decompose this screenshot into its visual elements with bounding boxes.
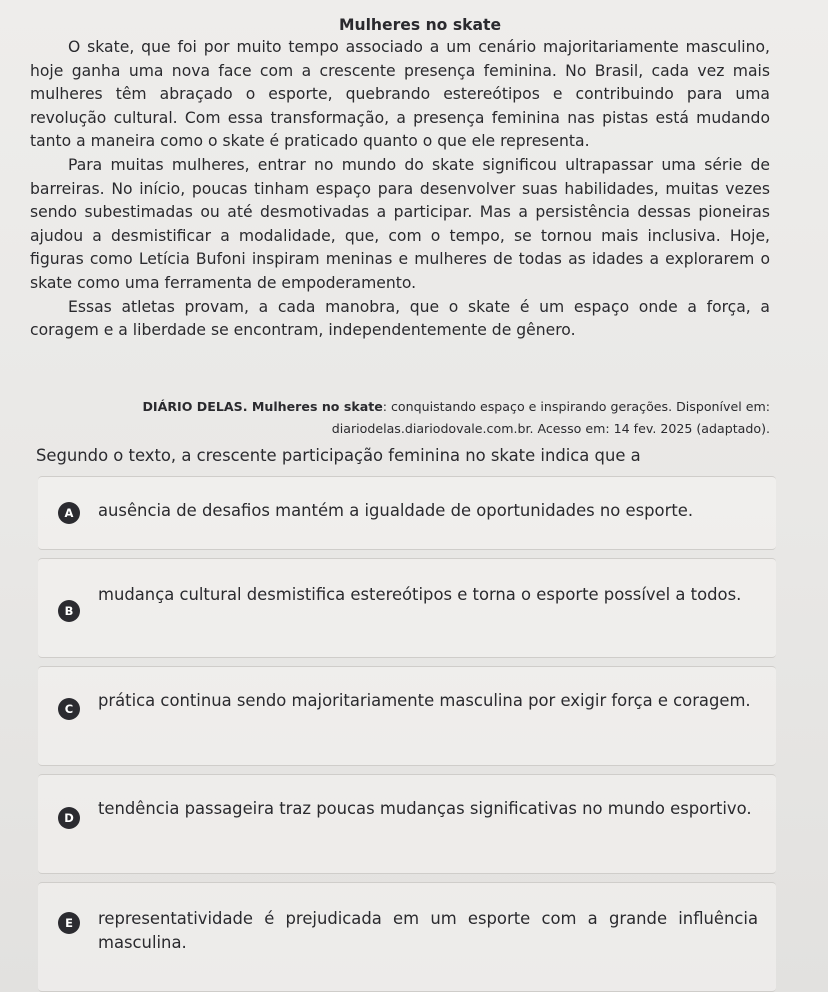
article-text bbox=[30, 14, 770, 343]
option-e-text: representatividade é prejudicada em um esporte com a grande influência masculina. bbox=[98, 909, 758, 952]
article-paragraph-2: Para muitas mulheres, entrar no mundo do skate significou ultrapassar uma série de barreiras. No início, poucas tinham espaço para desenvolver suas habilidades, muitas vezes sendo subestimadas ou até desmotivadas a participar. Mas a persistência dessas pioneiras ajudou a desmistificar a modalidade, que, com o tempo, se tornou mais inclusiva. Hoje, figuras como Letícia Bufoni inspiram meninas e mulheres de todas as idades a explorarem o skate como uma ferramenta de empoderamento. bbox=[30, 155, 770, 292]
article-title: Mulheres no skate bbox=[338, 16, 502, 34]
option-b-text: mudança cultural desmistifica estereótipos e torna o esporte possível a todos. bbox=[98, 585, 742, 604]
option-c[interactable] bbox=[38, 666, 776, 766]
option-d-text: tendência passageira traz poucas mudanças significativas no mundo esportivo. bbox=[98, 799, 752, 818]
option-e-letter: E bbox=[58, 912, 80, 934]
source-subtitle: : conquistando espaço e inspirando gerações. Disponível em: bbox=[382, 399, 770, 414]
source-url: diariodelas.diariodovale.com.br. Acesso em: 14 fev. 2025 (adaptado). bbox=[331, 421, 770, 436]
option-d[interactable] bbox=[38, 774, 776, 874]
option-e[interactable] bbox=[38, 882, 776, 992]
question-stem: Segundo o texto, a crescente participação feminina no skate indica que a bbox=[36, 446, 641, 465]
option-b-letter: B bbox=[58, 600, 80, 622]
option-b[interactable] bbox=[38, 558, 776, 658]
option-a-text: ausência de desafios mantém a igualdade de oportunidades no esporte. bbox=[98, 501, 694, 520]
article-source bbox=[100, 396, 770, 440]
option-c-letter: C bbox=[58, 698, 80, 720]
source-title: DIÁRIO DELAS. Mulheres no skate bbox=[142, 399, 383, 414]
article-paragraph-3: Essas atletas provam, a cada manobra, que o skate é um espaço onde a força, a coragem e a liberdade se encontram, independentemente de gênero. bbox=[30, 297, 770, 340]
option-d-letter: D bbox=[58, 807, 80, 829]
option-c-text: prática continua sendo majoritariamente masculina por exigir força e coragem. bbox=[98, 691, 751, 710]
option-a-letter: A bbox=[58, 502, 80, 524]
option-a[interactable] bbox=[38, 476, 776, 550]
article-paragraph-1: O skate, que foi por muito tempo associado a um cenário majoritariamente masculino, hoje ganha uma nova face com a crescente presença feminina. No Brasil, cada vez mais mulheres têm abraçado o esporte, quebrando estereótipos e contribuindo para uma revolução cultural. Com essa transformação, a presença feminina nas pistas está mudando tanto a maneira como o skate é praticado quanto o que ele representa. bbox=[30, 38, 770, 151]
